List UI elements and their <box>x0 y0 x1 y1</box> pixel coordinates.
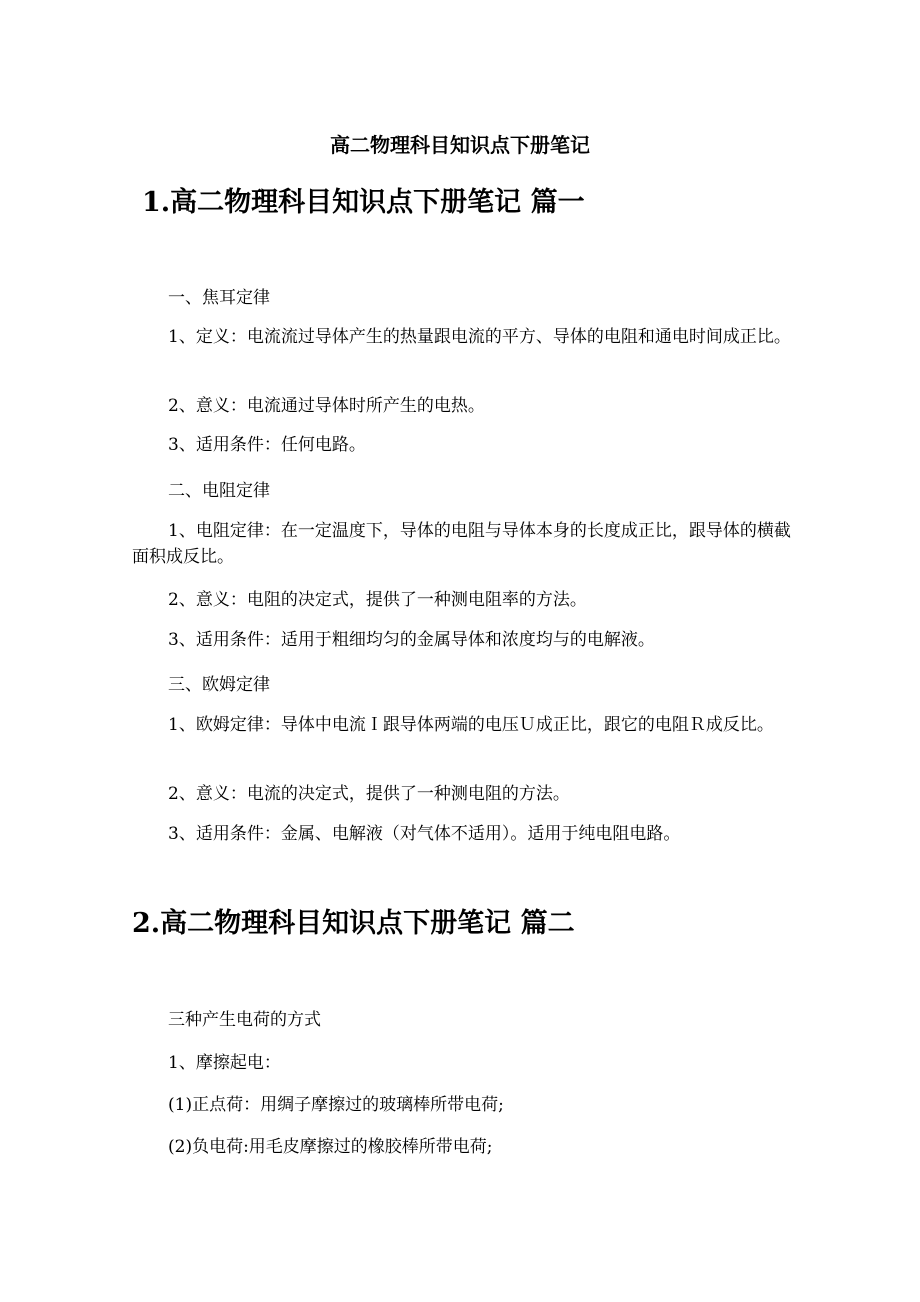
paragraph: 3、适用条件：金属、电解液（对气体不适用）。适用于纯电阻电路。 <box>168 824 681 844</box>
paragraph: 三、欧姆定律 <box>168 675 270 695</box>
paragraph: 二、电阻定律 <box>168 481 270 501</box>
paragraph: 1、摩擦起电： <box>168 1053 281 1073</box>
paragraph: 3、适用条件：任何电路。 <box>168 435 366 455</box>
paragraph: (1)正点荷：用绸子摩擦过的玻璃棒所带电荷; <box>168 1095 504 1115</box>
section-heading-1: 1.高二物理科目知识点下册笔记 篇一 <box>142 187 585 218</box>
paragraph: 1、电阻定律：在一定温度下，导体的电阻与导体本身的长度成正比，跟导体的横截面积成反比。 <box>132 521 791 567</box>
paragraph: 3、适用条件：适用于粗细均匀的金属导体和浓度均与的电解液。 <box>168 630 655 650</box>
document-title: 高二物理科目知识点下册笔记 <box>330 133 590 157</box>
section-heading-2: 2.高二物理科目知识点下册笔记 篇二 <box>132 908 575 939</box>
paragraph: 2、意义：电流通过导体时所产生的电热。 <box>168 396 485 416</box>
paragraph: 2、意义：电流的决定式，提供了一种测电阻的方法。 <box>168 784 570 804</box>
paragraph: 1、欧姆定律：导体中电流Ｉ跟导体两端的电压Ｕ成正比，跟它的电阻Ｒ成反比。 <box>168 715 774 735</box>
paragraph: 2、意义：电阻的决定式，提供了一种测电阻率的方法。 <box>168 590 587 610</box>
paragraph: 一、焦耳定律 <box>168 288 270 308</box>
paragraph: (2)负电荷:用毛皮摩擦过的橡胶棒所带电荷; <box>168 1137 493 1157</box>
paragraph: 三种产生电荷的方式 <box>168 1010 321 1030</box>
paragraph: 1、定义：电流流过导体产生的热量跟电流的平方、导体的电阻和通电时间成正比。 <box>168 327 791 347</box>
